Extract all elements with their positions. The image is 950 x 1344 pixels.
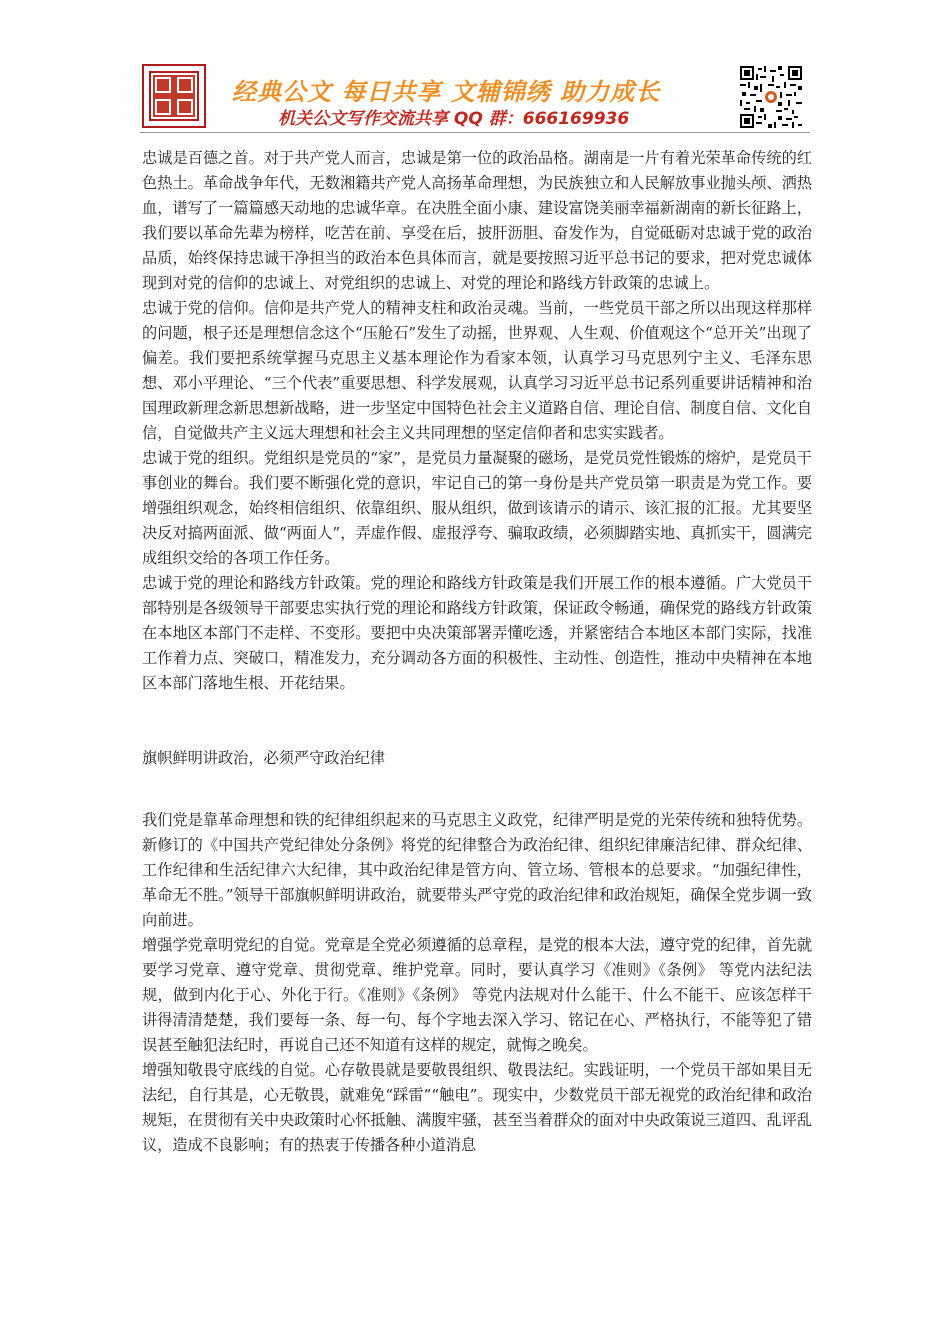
header-slogan: 经典公文 每日共享 文辅锦绣 助力成长 xyxy=(232,78,661,106)
paragraph: 增强学党章明党纪的自觉。党章是全党必须遵循的总章程，是党的根本大法，遵守党的纪律，首先就要学习党章、遵守党章、贯彻党章、维护党章。同时，要认真学习《准则》《条例》 等党内法纪法规，做到内化于心、外化于行。《准则》《条例》 等党内法规对什么能干、什么不能干、应该怎样干讲得清清楚楚，我们要每一条、每一句、每个字地去深入学习、铭记在心、严格执行，不能等犯了错误甚至触犯法纪时，再说自己还不知道有这样的规定，就悔之晚矣。 xyxy=(142,936,812,1054)
header-divider xyxy=(140,132,810,133)
paragraph: 增强知敬畏守底线的自觉。心存敬畏就是要敬畏组织、敬畏法纪。实践证明，一个党员干部如果目无法纪，自行其是，心无敬畏，就难免“踩雷”“触电”。现实中，少数党员干部无视党的政治纪律和政治规矩，在贯彻有关中央政策时心怀抵触、满腹牢骚，甚至当着群众的面对中央政策说三道四、乱评乱议，造成不良影响；有的热衷于传播各种小道消息 xyxy=(142,1061,812,1154)
seal-logo-icon xyxy=(142,64,206,128)
document-body xyxy=(142,146,812,1158)
section-heading: 旗帜鲜明讲政治，必须严守政治纪律 xyxy=(142,749,385,767)
paragraph: 忠诚是百德之首。对于共产党人而言，忠诚是第一位的政治品格。湖南是一片有着光荣革命传统的红色热土。革命战争年代，无数湘籍共产党人高扬革命理想，为民族独立和人民解放事业抛头颅、洒热血，谱写了一篇篇感天动地的忠诚华章。在决胜全面小康、建设富饶美丽幸福新湖南的新长征路上，我们要以革命先辈为榜样，吃苦在前、享受在后，披肝沥胆、奋发作为，自觉砥砺对忠诚于党的政治品质，始终保持忠诚干净担当的政治本色具体而言，就是要按照习近平总书记的要求，把对党忠诚体现到对党的信仰的忠诚上、对党组织的忠诚上、对党的理论和路线方针政策的忠诚上。 xyxy=(142,149,812,292)
paragraph: 忠诚于党的组织。党组织是党员的“家”，是党员力量凝聚的磁场，是党员党性锻炼的熔炉，是党员干事创业的舞台。我们要不断强化党的意识，牢记自己的第一身份是共产党员第一职责是为党工作。要增强组织观念，始终相信组织、依靠组织、服从组织，做到该请示的请示、该汇报的汇报。尤其要坚决反对搞两面派、做“两面人”，弄虚作假、虚报浮夸、骗取政绩，必须脚踏实地、真抓实干，圆满完成组织交给的各项工作任务。 xyxy=(142,449,812,567)
paragraph: 忠诚于党的信仰。信仰是共产党人的精神支柱和政治灵魂。当前，一些党员干部之所以出现这样那样的问题，根子还是理想信念这个“压舱石”发生了动摇，世界观、人生观、价值观这个“总开关”出现了偏差。我们要把系统掌握马克思主义基本理论作为看家本领，认真学习马克思列宁主义、毛泽东思想、邓小平理论、“三个代表”重要思想、科学发展观，认真学习习近平总书记系列重要讲话精神和治国理政新理念新思想新战略，进一步坚定中国特色社会主义道路自信、理论自信、制度自信、文化自信，自觉做共产主义远大理想和社会主义共同理想的坚定信仰者和忠实实践者。 xyxy=(142,299,812,442)
paragraph: 我们党是靠革命理想和铁的纪律组织起来的马克思主义政党，纪律严明是党的光荣传统和独特优势。新修订的《中国共产党纪律处分条例》将党的纪律整合为政治纪律、组织纪律廉洁纪律、群众纪律、工作纪律和生活纪律六大纪律，其中政治纪律是管方向、管立场、管根本的总要求。“加强纪律性，革命无不胜。”领导干部旗帜鲜明讲政治，就要带头严守党的政治纪律和政治规矩，确保全党步调一致向前进。 xyxy=(142,811,812,929)
qr-code-icon xyxy=(740,66,802,128)
paragraph: 忠诚于党的理论和路线方针政策。党的理论和路线方针政策是我们开展工作的根本遵循。广大党员干部特别是各级领导干部要忠实执行党的理论和路线方针政策，保证政令畅通，确保党的路线方针政策在本地区本部门不走样、不变形。要把中央决策部署弄懂吃透，并紧密结合本地区本部门实际，找准工作着力点、突破口，精准发力，充分调动各方面的积极性、主动性、创造性，推动中央精神在本地区本部门落地生根、开花结果。 xyxy=(142,574,812,692)
header-qq-group: 机关公文写作交流共享 QQ 群：666169936 xyxy=(278,109,630,129)
document-header xyxy=(140,62,810,138)
